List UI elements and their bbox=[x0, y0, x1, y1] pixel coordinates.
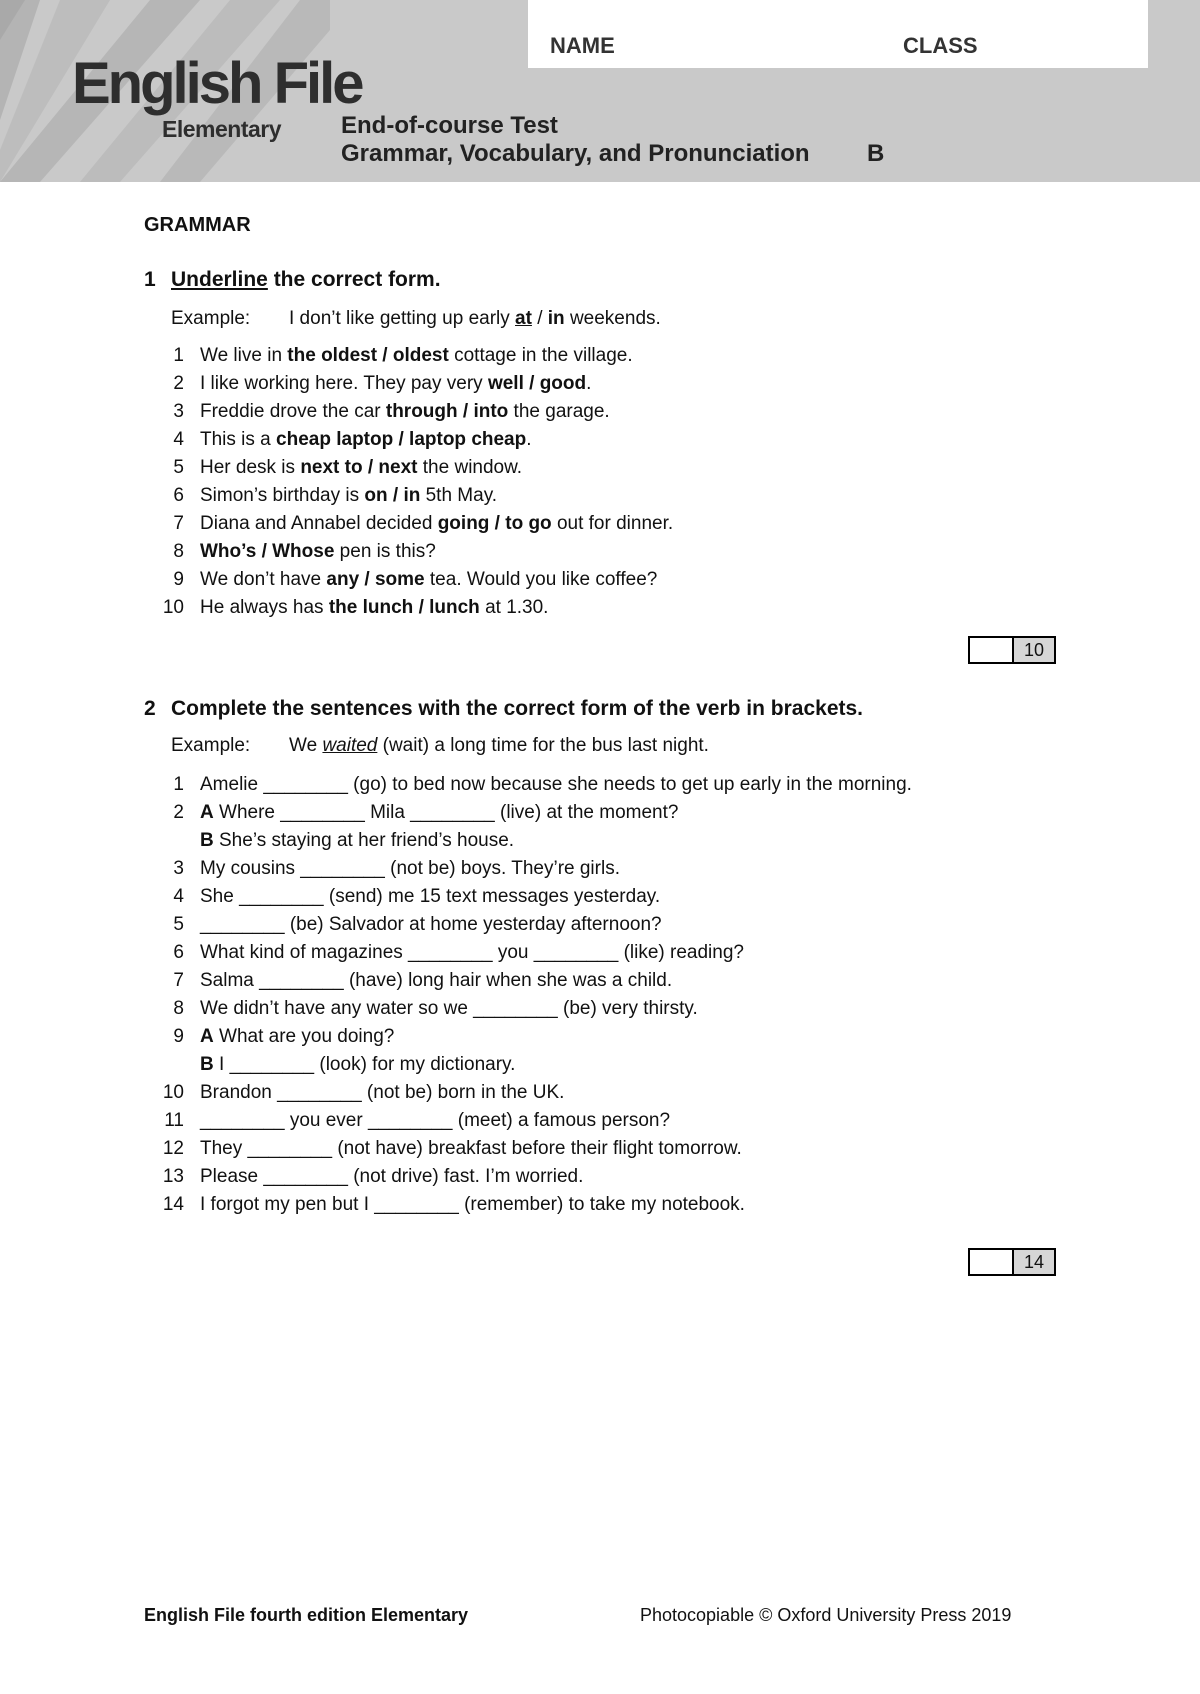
item-number: 5 bbox=[173, 914, 184, 935]
item-speaker: A bbox=[200, 1026, 214, 1047]
logo-subtitle: Elementary bbox=[162, 116, 282, 142]
item-text: I like working here. They pay very bbox=[200, 373, 488, 394]
item-speaker: B bbox=[200, 830, 214, 851]
item-options[interactable]: through / into bbox=[385, 401, 509, 422]
item-number: 3 bbox=[173, 401, 184, 422]
item-text-end: out for dinner. bbox=[551, 513, 674, 534]
task2-example-text: We bbox=[289, 735, 323, 756]
task1-item bbox=[144, 482, 673, 510]
item-number: 7 bbox=[173, 513, 184, 534]
item-text-end: tea. Would you like coffee? bbox=[424, 569, 658, 590]
item-text: My cousins ________ (not be) boys. They’re girls. bbox=[200, 858, 620, 879]
task1-item bbox=[144, 566, 673, 594]
item-text-end: . bbox=[586, 373, 592, 394]
task2-item[interactable] bbox=[144, 939, 912, 967]
item-number: 11 bbox=[164, 1110, 184, 1131]
task2-instruction bbox=[144, 697, 863, 721]
task1-example-option: in bbox=[547, 308, 565, 329]
task1-item bbox=[144, 510, 673, 538]
task1-item bbox=[144, 342, 673, 370]
footer-copyright: Photocopiable © Oxford University Press 2019 bbox=[640, 1605, 1012, 1625]
task1-instruction-text: the correct form. bbox=[267, 268, 441, 291]
class-label: CLASS bbox=[903, 33, 978, 58]
item-text-end: the garage. bbox=[508, 401, 610, 422]
task1-item bbox=[144, 426, 673, 454]
task2-item[interactable] bbox=[144, 827, 912, 855]
logo-title: English File bbox=[72, 51, 362, 116]
task2-example bbox=[171, 735, 709, 757]
task2-item[interactable] bbox=[144, 883, 912, 911]
task2-number: 2 bbox=[144, 697, 156, 720]
task2-item[interactable] bbox=[144, 855, 912, 883]
item-number: 13 bbox=[162, 1166, 184, 1187]
item-text: Amelie ________ (go) to bed now because she needs to get up early in the morning. bbox=[200, 774, 912, 795]
item-number: 10 bbox=[162, 1082, 184, 1103]
task1-score-blank[interactable] bbox=[970, 638, 1014, 662]
item-text: This is a bbox=[200, 429, 277, 450]
test-version: B bbox=[867, 140, 885, 167]
name-label: NAME bbox=[550, 33, 615, 58]
item-text: Her desk is bbox=[200, 457, 301, 478]
item-number: 6 bbox=[173, 485, 184, 506]
item-number: 3 bbox=[173, 858, 184, 879]
item-options[interactable]: the oldest / oldest bbox=[287, 345, 449, 366]
task1-items bbox=[144, 342, 673, 622]
item-text: Where ________ Mila ________ (live) at the moment? bbox=[213, 802, 679, 823]
header-banner bbox=[0, 0, 1200, 182]
task1-example-answer: at bbox=[515, 308, 532, 329]
task2-item[interactable] bbox=[144, 799, 912, 827]
task2-item[interactable] bbox=[144, 1107, 912, 1135]
task2-example-answer: waited bbox=[322, 735, 378, 756]
task1-example bbox=[171, 308, 661, 330]
item-speaker: A bbox=[200, 802, 214, 823]
task2-example-label: Example: bbox=[171, 735, 251, 756]
task1-instruction-underlined: Underline bbox=[171, 268, 268, 291]
task2-item[interactable] bbox=[144, 1163, 912, 1191]
item-speaker: B bbox=[200, 1054, 214, 1075]
item-number: 9 bbox=[173, 1026, 184, 1047]
test-subtitle: Grammar, Vocabulary, and Pronunciation bbox=[341, 140, 810, 167]
task1-item bbox=[144, 538, 673, 566]
item-text-end: at 1.30. bbox=[479, 597, 549, 618]
item-number: 1 bbox=[173, 345, 184, 366]
item-number: 7 bbox=[173, 970, 184, 991]
task1-example-text: I don’t like getting up early bbox=[289, 308, 516, 329]
task2-item[interactable] bbox=[144, 911, 912, 939]
task2-item[interactable] bbox=[144, 1023, 912, 1051]
item-text: We didn’t have any water so we ________ (be) very thirsty. bbox=[200, 998, 698, 1019]
task1-example-end: weekends. bbox=[564, 308, 661, 329]
item-text-end: 5th May. bbox=[420, 485, 498, 506]
item-number: 8 bbox=[173, 541, 184, 562]
item-text: We don’t have bbox=[200, 569, 327, 590]
task1-number: 1 bbox=[144, 268, 156, 291]
task1-item bbox=[144, 594, 673, 622]
item-number: 4 bbox=[173, 886, 184, 907]
item-text-end: the window. bbox=[417, 457, 523, 478]
task2-item[interactable] bbox=[144, 1051, 912, 1079]
footer-edition: English File fourth edition Elementary bbox=[144, 1605, 469, 1625]
item-number: 5 bbox=[173, 457, 184, 478]
item-options[interactable]: on / in bbox=[364, 485, 421, 506]
item-text: Salma ________ (have) long hair when she was a child. bbox=[200, 970, 673, 991]
item-text: I forgot my pen but I ________ (remember) to take my notebook. bbox=[200, 1194, 745, 1215]
task2-item[interactable] bbox=[144, 995, 912, 1023]
task1-score-max: 10 bbox=[1014, 638, 1054, 662]
task1-score-box bbox=[968, 636, 1056, 664]
task2-item[interactable] bbox=[144, 1191, 912, 1219]
task2-item[interactable] bbox=[144, 967, 912, 995]
task2-score-max: 14 bbox=[1014, 1250, 1054, 1274]
item-options[interactable]: Who’s / Whose bbox=[200, 541, 335, 562]
item-text-end: pen is this? bbox=[334, 541, 436, 562]
item-options[interactable]: well / good bbox=[487, 373, 587, 394]
task1-example-label: Example: bbox=[171, 308, 251, 329]
item-text: Diana and Annabel decided bbox=[200, 513, 438, 534]
item-number: 9 bbox=[173, 569, 184, 590]
item-number: 2 bbox=[173, 802, 184, 823]
task2-item[interactable] bbox=[144, 1135, 912, 1163]
item-options[interactable]: any / some bbox=[326, 569, 425, 590]
item-options[interactable]: next to / next bbox=[300, 457, 418, 478]
task2-instruction-text: Complete the sentences with the correct form of the verb in brackets. bbox=[171, 697, 864, 720]
task2-example-end: (wait) a long time for the bus last night. bbox=[377, 735, 709, 756]
item-text: They ________ (not have) breakfast before their flight tomorrow. bbox=[200, 1138, 742, 1159]
item-text: She’s staying at her friend’s house. bbox=[213, 830, 515, 851]
item-text: She ________ (send) me 15 text messages yesterday. bbox=[200, 886, 661, 907]
item-text-end: . bbox=[526, 429, 532, 450]
item-text: What kind of magazines ________ you ________ (like) reading? bbox=[200, 942, 744, 963]
task2-score-box bbox=[968, 1248, 1056, 1276]
item-options[interactable]: going / to go bbox=[437, 513, 552, 534]
task1-item bbox=[144, 454, 673, 482]
task2-score-blank[interactable] bbox=[970, 1250, 1014, 1274]
item-text: I ________ (look) for my dictionary. bbox=[213, 1054, 516, 1075]
task2-item[interactable] bbox=[144, 771, 912, 799]
item-text: Please ________ (not drive) fast. I’m worried. bbox=[200, 1166, 584, 1187]
task2-items bbox=[144, 771, 912, 1219]
item-number: 4 bbox=[173, 429, 184, 450]
task1-instruction bbox=[144, 268, 441, 292]
item-number: 1 bbox=[173, 774, 184, 795]
item-number: 6 bbox=[173, 942, 184, 963]
task1-example-slash: / bbox=[531, 308, 548, 329]
test-title: End-of-course Test bbox=[341, 112, 558, 139]
item-text: Brandon ________ (not be) born in the UK. bbox=[200, 1082, 565, 1103]
section-title: GRAMMAR bbox=[144, 214, 251, 236]
item-number: 2 bbox=[173, 373, 184, 394]
item-text-end: cottage in the village. bbox=[448, 345, 633, 366]
item-text: We live in bbox=[200, 345, 288, 366]
item-text: Simon’s birthday is bbox=[200, 485, 365, 506]
item-number: 12 bbox=[162, 1138, 184, 1159]
item-text: He always has bbox=[200, 597, 329, 618]
item-text: Freddie drove the car bbox=[200, 401, 386, 422]
item-text: ________ (be) Salvador at home yesterday afternoon? bbox=[200, 914, 662, 935]
task1-item bbox=[144, 398, 673, 426]
task1-item bbox=[144, 370, 673, 398]
item-options[interactable]: cheap laptop / laptop cheap bbox=[276, 429, 527, 450]
item-text: ________ you ever ________ (meet) a famous person? bbox=[200, 1110, 671, 1131]
item-text: What are you doing? bbox=[213, 1026, 395, 1047]
task2-item[interactable] bbox=[144, 1079, 912, 1107]
item-number: 14 bbox=[162, 1194, 184, 1215]
item-options[interactable]: the lunch / lunch bbox=[328, 597, 480, 618]
item-number: 8 bbox=[173, 998, 184, 1019]
name-class-box bbox=[528, 0, 1148, 68]
item-number: 10 bbox=[162, 597, 184, 618]
